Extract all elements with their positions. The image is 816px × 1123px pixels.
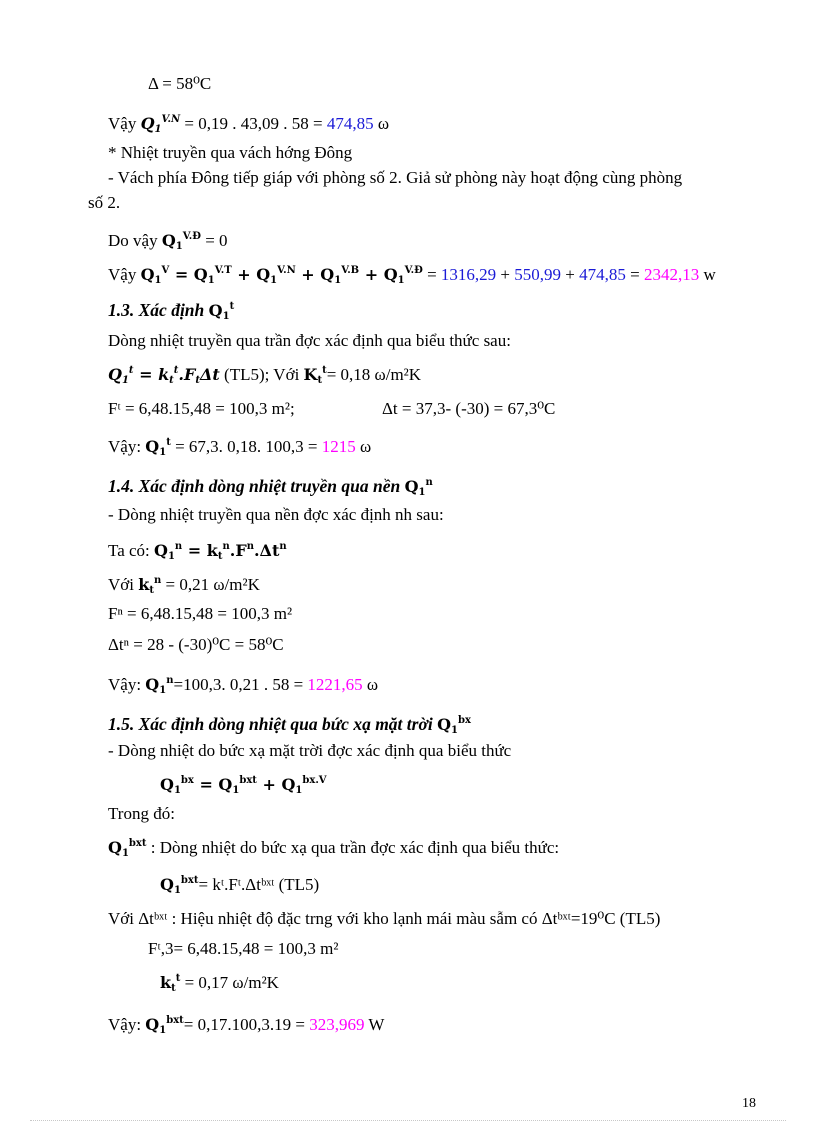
- floor-area: Fⁿ = 6,48.15,48 = 100,3 m²: [108, 604, 293, 623]
- page-number: 18: [742, 1096, 756, 1111]
- ceiling-result: Vậy: $Q_1^t = 67,3$. 0,18. 100,3 = 1215 ω: [108, 437, 372, 458]
- q1-vn-symbol: $Q_1^{V.N}$: [140, 114, 181, 135]
- floor-result: Vậy: $Q_1^n=100,3$. 0,21 . 58 = 1221,65 ω: [108, 675, 379, 696]
- footer-divider: [30, 1120, 786, 1121]
- floor-k: Với $k_t^n = 0,21$ ω/m²K: [108, 575, 260, 596]
- ceiling-text: Dòng nhiệt truyền qua trần đợc xác định qua biểu thức sau:: [108, 331, 511, 350]
- solar-result: Vậy: $Q_1^{bxt}= 0,17.100,3.19 = 323,969$ W: [108, 1015, 385, 1036]
- ceiling-area: Fᵗ = 6,48.15,48 = 100,3 m²;: [108, 399, 295, 418]
- floor-delta: Δtⁿ = 28 - (-30)⁰C = 58⁰C: [108, 635, 284, 654]
- ceiling-delta: Δt = 37,3- (-30) = 67,3⁰C: [382, 399, 556, 418]
- solar-ceiling-text: $Q_1^{bxt}$ : Dòng nhiệt do bức xạ qua trần đợc xác định qua biểu thức:: [108, 838, 560, 859]
- q-vn-result: Vậy $Q_1^{V.N} = 0,19$ . 43,09 . 58 = 474,85 ω: [108, 114, 390, 135]
- q-v-total: Vậy $Q_1^V = Q_1^{V.T} + Q_1^{V.N} + Q_1^{V.B} + Q_1^{V.Đ} = 1316,29 + 550,99 + 474,85 = 2342,13$ w: [108, 265, 716, 286]
- east-wall-text-cont: số 2.: [88, 193, 121, 212]
- ceiling-formula: $Q_1^t = k_t^t.F_t\Delta t$ (TL5); Với $K_t^t= 0,18$ ω/m²K: [108, 365, 422, 386]
- q1-vd-symbol: $Q_1^{V.Đ}$: [161, 231, 201, 252]
- east-wall-text: - Vách phía Đông tiếp giáp với phòng số 2. Giả sử phòng này hoạt động cùng phòng: [108, 168, 683, 187]
- solar-text: - Dòng nhiệt do bức xạ mặt trời đợc xác định qua biểu thức: [108, 741, 512, 760]
- solar-ceiling-formula: $Q_1^{bxt}=$ kᵗ.Fᵗ.Δtᵇˣᵗ (TL5): [160, 875, 320, 896]
- section-1-3-heading: 1.3. Xác định $Q_1^t$: [108, 300, 235, 322]
- section-1-4-heading: 1.4. Xác định dòng nhiệt truyền qua nền $Q_1^n$: [108, 476, 433, 498]
- q-vd-line: Do vậy $Q_1^{V.Đ} = 0$: [108, 231, 228, 252]
- solar-delta-text: Với Δtᵇˣᵗ : Hiệu nhiệt độ đặc trng với kho lạnh mái màu sẫm có Δtᵇˣᵗ=19⁰C (TL5): [108, 909, 661, 928]
- delta-line: Δ = 58⁰C: [148, 74, 212, 93]
- east-wall-heading: * Nhiệt truyền qua vách hớng Đông: [108, 143, 353, 162]
- floor-text: - Dòng nhiệt truyền qua nền đợc xác định nh sau:: [108, 505, 444, 524]
- solar-k: $k_t^t = 0,17$ ω/m²K: [160, 973, 279, 994]
- section-1-5-heading: 1.5. Xác định dòng nhiệt qua bức xạ mặt trời $Q_1^{bx}$: [108, 714, 471, 736]
- floor-formula: Ta có: $Q_1^n = k_t^n.F^n.\Delta t^n$: [108, 541, 287, 562]
- solar-area: Fᵗ,3= 6,48.15,48 = 100,3 m²: [148, 939, 339, 958]
- solar-formula: $Q_1^{bx} = Q_1^{bxt} + Q_1^{bx.V}$: [160, 775, 327, 796]
- q1-v-equation: $Q_1^V = Q_1^{V.T} + Q_1^{V.N} + Q_1^{V.B} + Q_1^{V.Đ}$: [140, 265, 423, 286]
- trong-do-label: Trong đó:: [108, 804, 175, 823]
